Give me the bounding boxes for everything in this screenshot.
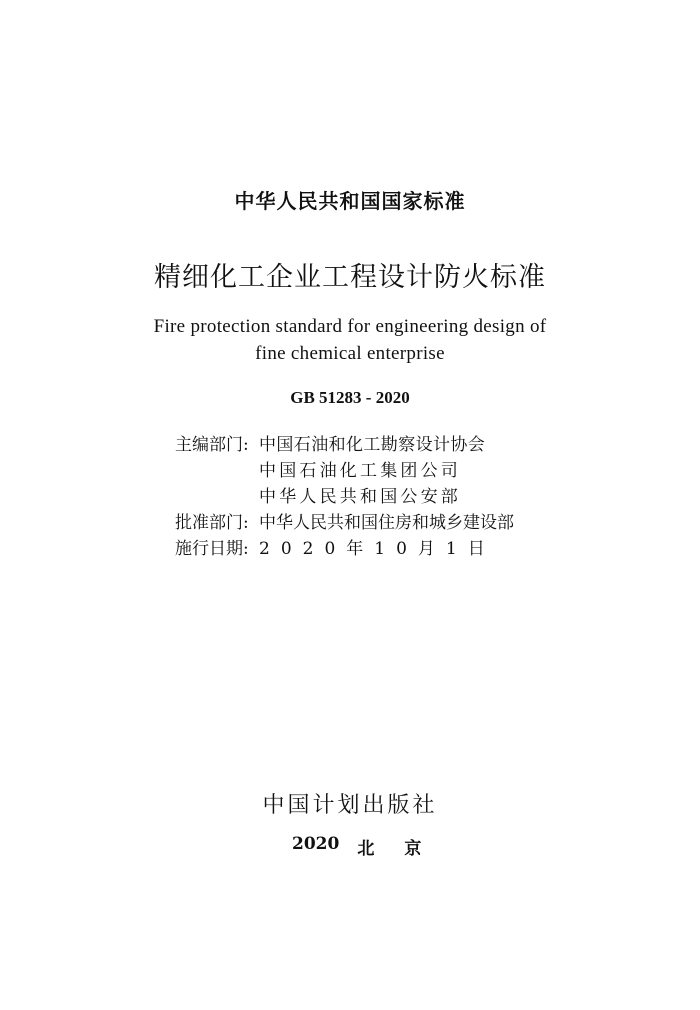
document-title-english [0,313,700,367]
chief-editor-row [175,432,555,458]
chief-editor-3: 中华人民共和国公安部 [259,487,461,507]
publication-city: 北京 [357,839,452,859]
chief-editor-2: 中国石油化工集团公司 [259,461,461,481]
approval-row [175,510,555,536]
title-en-line-2: fine chemical enterprise [255,343,445,364]
chief-editor-1: 中国石油和化工勘察设计协会 [259,435,486,455]
effective-date-row [175,536,555,562]
publisher-name: 中国计划出版社 [262,793,438,818]
publication-year: 2020 [292,834,340,854]
chief-editor-row-2 [175,458,555,484]
effective-date-label: 施行日期: [175,539,249,559]
chief-editor-label: 主编部门: [175,435,249,455]
approval-value: 中华人民共和国住房和城乡建设部 [259,513,514,533]
approval-label: 批准部门: [175,513,249,533]
chief-editor-row-3 [175,484,555,510]
publication-info [175,432,555,562]
standard-series-title: 中华人民共和国国家标准 [234,189,466,213]
title-en-line-1: Fire protection standard for engineering design of [153,316,547,337]
effective-date-value: 2020年10月1日 [259,539,496,559]
document-title-chinese: 精细化工企业工程设计防火标准 [154,262,546,293]
standard-code: GB 51283 - 2020 [290,388,410,407]
publication-place [292,834,452,859]
